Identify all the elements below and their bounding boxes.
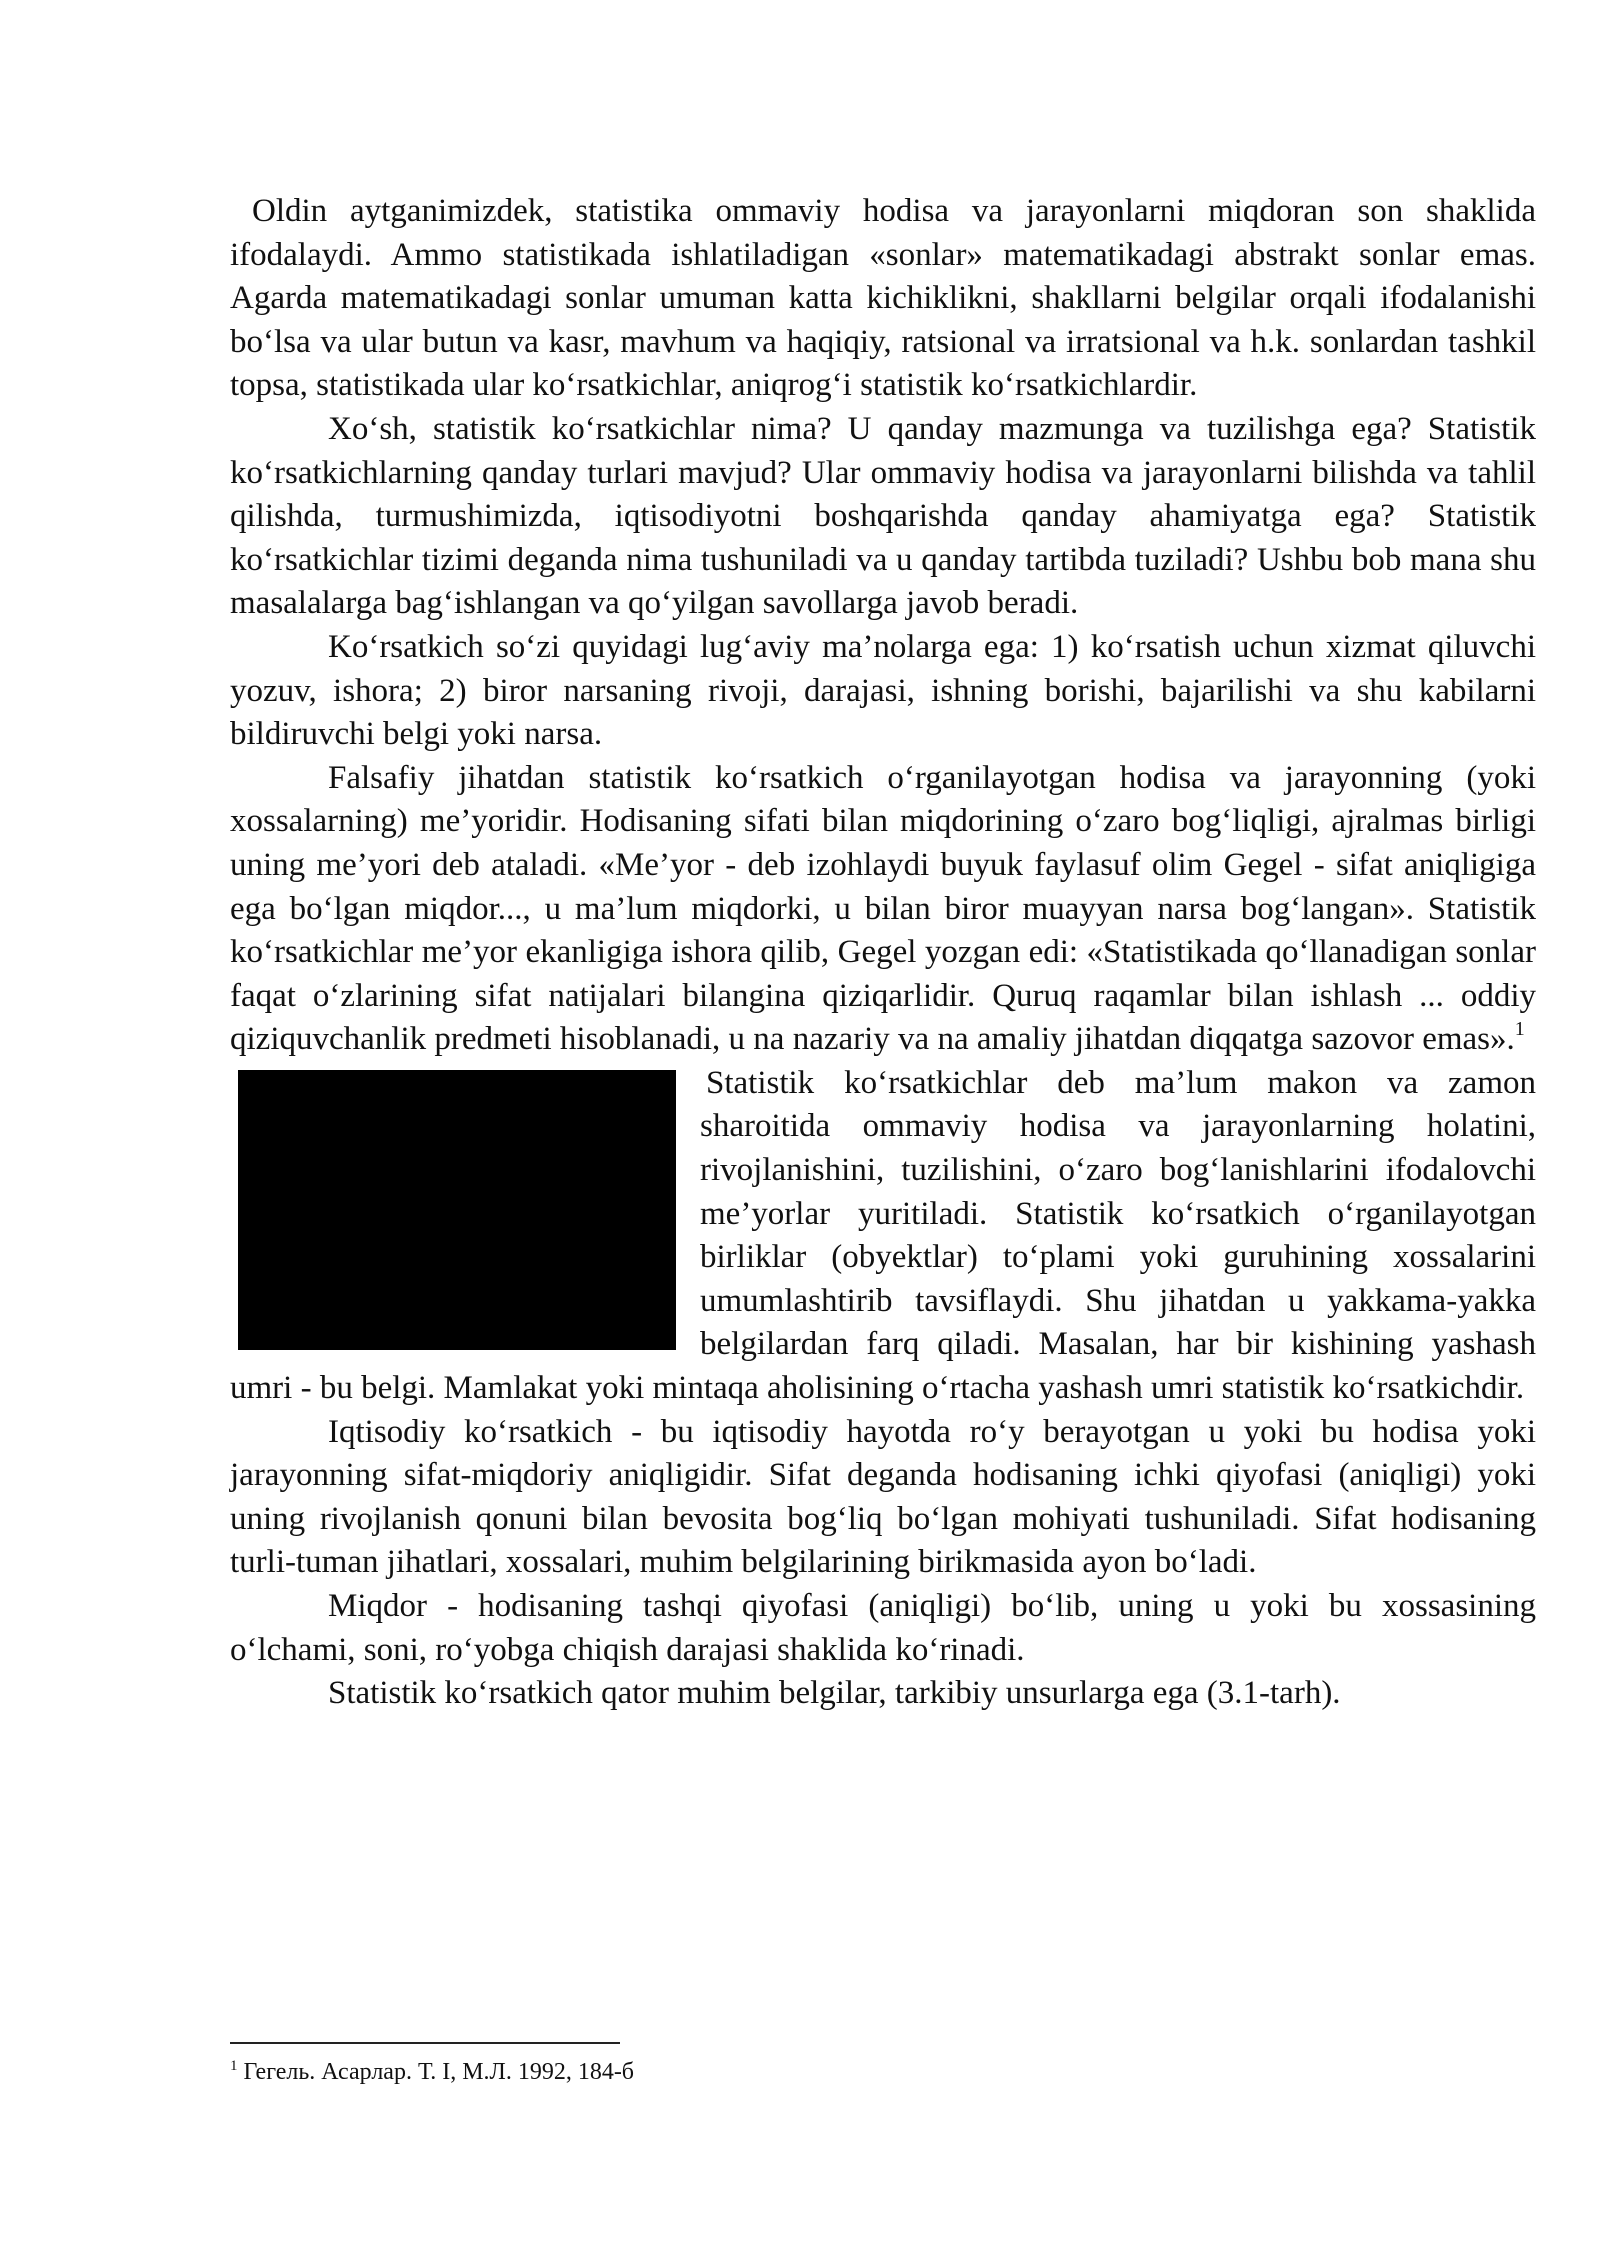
paragraph-philosophy-text: Falsafiy jihatdan statistik ko‘rsatkich o‘rganilayotgan hodisa va jarayonning (yoki xossalarning) me’yoridir. Hodisaning sifati bilan miqdorining o‘zaro bog‘liqligi, ajralmas birligi uning me’yori deb ataladi. «Me’yor - deb izohlaydi buyuk faylasuf olim Gegel - sifat aniqligiga ega bo‘lgan miqdor..., u ma’lum miqdorki, u bilan biror muayyan narsa bog‘langan». Statistik ko‘rsatkichlar me’yor ekanligiga ishora qilib, Gegel yozgan edi: «Statistikada qo‘llanadigan sonlar faqat o‘zlarining sifat natijalari bilangina qiziqarlidir. Quruq raqamlar bilan ishlash ... oddiy qiziquvchanlik predmeti hisoblanadi, u na nazariy va na amaliy jihatdan diqqatga sazovor emas». — [230, 759, 1536, 1058]
footnote-marker: 1 — [230, 2058, 238, 2074]
paragraph-definition: Ko‘rsatkich so‘zi quyidagi lug‘aviy ma’nolarga ega: 1) ko‘rsatish uchun xizmat qiluvchi yozuv, ishora; 2) biror narsaning rivoji, darajasi, ishning borishi, bajarilishi va shu kabilarni bildiruvchi belgi yoki narsa. — [230, 628, 1536, 753]
paragraph-philosophy — [230, 757, 1536, 1062]
paragraph-elements: Statistik ko‘rsatkich qator muhim belgilar, tarkibiy unsurlarga ega (3.1-tarh). — [328, 1675, 1341, 1712]
paragraph-economic: Iqtisodiy ko‘rsatkich - bu iqtisodiy hayotda ro‘y berayotgan u yoki bu hodisa yoki jarayonning sifat-miqdoriy aniqligidir. Sifat deganda hodisaning ichki qiyofasi (aniqligi) yoki uning rivojlanish qonuni bilan bevosita bog‘liq bo‘lgan mohiyati tushuniladi. Sifat hodisaning turli-tuman jihatlari, xossalari, muhim belgilarining birikmasida ayon bo‘ladi. — [230, 1413, 1536, 1581]
footnote — [230, 2056, 1130, 2088]
paragraph-questions: Xo‘sh, statistik ko‘rsatkichlar nima? U qanday mazmunga va tuzilishga ega? Statistik ko‘rsatkichlarning qanday turlari mavjud? Ular ommaviy hodisa va jarayonlarni bilishda va tahlil qilishda, turmushimizda, iqtisodiyotni boshqarishda qanday ahamiyatga ega? Statistik ko‘rsatkichlar tizimi deganda nima tushuniladi va u qanday tartibda tuziladi? Ushbu bob mana shu masalalarga bag‘ishlangan va qo‘yilgan savollarga javob beradi. — [230, 410, 1536, 622]
document-body — [230, 190, 1536, 1716]
footnote-text: Гегель. Асарлар. Т. I, М.Л. 1992, 184-б — [243, 2059, 635, 2085]
redacted-image-block — [238, 1070, 676, 1350]
paragraph-intro: Oldin aytganimizdek, statistika ommaviy hodisa va jarayonlarni miqdoran son shaklida ifodalaydi. Ammo statistikada ishlatiladigan «sonlar» matematikadagi abstrakt sonlar emas. Agarda matematikadagi sonlar umuman katta kichiklikni, shakllarni belgilar orqali ifodalanishi bo‘lsa va ular butun va kasr, mavhum va haqiqiy, ratsional va irratsional va h.k. sonlardan tashkil topsa, statistikada ular ko‘rsatkichlar, aniqrog‘i statistik ko‘rsatkichlardir. — [230, 193, 1536, 404]
footnote-reference[interactable]: 1 — [1514, 1018, 1525, 1041]
paragraph-indicators: Statistik ko‘rsatkichlar deb ma’lum makon va zamon sharoitida ommaviy hodisa va jarayonlarning holatini, rivojlanishini, tuzilishini, o‘zaro bog‘lanishlarini ifodalovchi me’yorlar yuritiladi. Statistik ko‘rsatkich o‘rganilayotgan birliklar (obyektlar) to‘plami yoki guruhining xossalarini umumlashtirib tavsiflaydi. Shu jihatdan u yakkama-yakka belgilardan farq qiladi. Masalan, har bir kishining yashash umri - bu belgi. Mamlakat yoki mintaqa aholisining o‘rtacha yashash umri statistik ko‘rsatkichdir. — [230, 1064, 1536, 1407]
footnote-divider — [230, 2042, 620, 2044]
paragraph-quantity: Miqdor - hodisaning tashqi qiyofasi (aniqligi) bo‘lib, uning u yoki bu xossasining o‘lchami, soni, ro‘yobga chiqish darajasi shaklida ko‘rinadi. — [230, 1588, 1536, 1668]
